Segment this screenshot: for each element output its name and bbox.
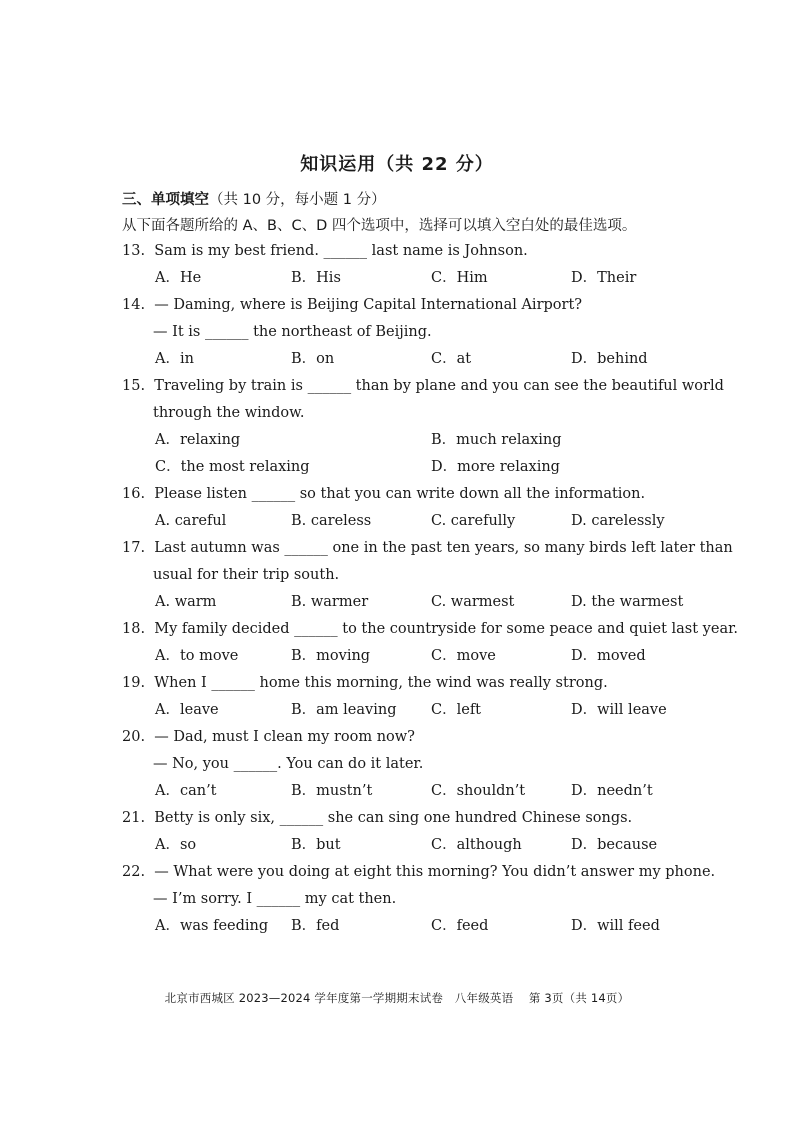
question-19 xyxy=(122,670,682,724)
option-c: C．move xyxy=(431,648,496,664)
question-stem xyxy=(122,724,682,751)
option-c: C．Him xyxy=(431,270,488,286)
option-a: A．He xyxy=(155,270,202,286)
question-14 xyxy=(122,292,682,373)
option-c: C．although xyxy=(431,837,522,853)
question-number: 19. xyxy=(122,675,146,691)
question-text: — What were you doing at eight this morning? You didn’t answer my phone. xyxy=(154,864,716,880)
section-heading xyxy=(122,188,386,209)
section-heading-main: 三、单项填空 xyxy=(122,192,209,208)
option-d: D．will leave xyxy=(571,702,667,718)
option-a: A．leave xyxy=(155,702,219,718)
option-a: A．in xyxy=(155,351,194,367)
question-number: 21. xyxy=(122,810,146,826)
question-number: 15. xyxy=(122,378,146,394)
question-stem xyxy=(122,535,733,562)
option-c: C．at xyxy=(431,351,472,367)
question-stem xyxy=(122,670,682,697)
question-number: 13. xyxy=(122,243,146,259)
option-a: A．was feeding xyxy=(155,918,269,934)
question-text: My family decided ______ to the countryside for some peace and quiet last year. xyxy=(154,621,739,637)
question-text: Sam is my best friend. ______ last name is Johnson. xyxy=(154,243,528,259)
option-a: A．can’t xyxy=(155,783,217,799)
option-d: D．Their xyxy=(571,270,637,286)
option-c: C．the most relaxing xyxy=(155,459,310,475)
question-list xyxy=(122,238,739,940)
page-footer: 北京市西城区 2023—2024 学年度第一学期期末试卷 八年级英语 第 3页（共 14页） xyxy=(164,991,630,1005)
options-row xyxy=(122,508,682,535)
question-number: 18. xyxy=(122,621,146,637)
question-text-line: usual for their trip south. xyxy=(153,567,340,583)
question-text: When I ______ home this morning, the wind was really strong. xyxy=(154,675,608,691)
option-d: D. the warmest xyxy=(571,594,684,610)
question-21 xyxy=(122,805,682,859)
question-stem xyxy=(122,481,682,508)
option-b: B．on xyxy=(291,351,335,367)
options-row xyxy=(122,589,682,616)
options-row xyxy=(122,778,682,805)
question-text: Last autumn was ______ one in the past ten years, so many birds left later than xyxy=(154,540,733,556)
option-b: B．moving xyxy=(291,648,371,664)
question-text-line: — No, you ______. You can do it later. xyxy=(153,756,424,772)
question-15 xyxy=(122,373,724,481)
option-b: B．His xyxy=(291,270,341,286)
question-text-line: — I’m sorry. I ______ my cat then. xyxy=(153,891,397,907)
option-b: B．fed xyxy=(291,918,340,934)
question-number: 20. xyxy=(122,729,146,745)
question-13 xyxy=(122,238,682,292)
option-d: D．more relaxing xyxy=(431,459,560,475)
question-stem xyxy=(122,616,739,643)
option-c: C．left xyxy=(431,702,482,718)
question-stem xyxy=(122,805,682,832)
option-c: C．feed xyxy=(431,918,489,934)
option-b: B．but xyxy=(291,837,341,853)
option-c: C. carefully xyxy=(431,513,516,529)
option-a: A. careful xyxy=(155,513,227,529)
option-c: C. warmest xyxy=(431,594,515,610)
question-20 xyxy=(122,724,682,805)
option-a: A．to move xyxy=(155,648,239,664)
section-instructions: 从下面各题所给的 A、B、C、D 四个选项中，选择可以填入空白处的最佳选项。 xyxy=(122,218,637,234)
question-text: Please listen ______ so that you can write down all the information. xyxy=(154,486,646,502)
question-text: Betty is only six, ______ she can sing one hundred Chinese songs. xyxy=(154,810,633,826)
options-row xyxy=(122,832,682,859)
option-b: B．much relaxing xyxy=(431,432,562,448)
question-stem xyxy=(122,373,724,400)
question-text: — Dad, must I clean my room now? xyxy=(154,729,415,745)
option-d: D．because xyxy=(571,837,658,853)
question-number: 22. xyxy=(122,864,146,880)
option-a: A．so xyxy=(155,837,197,853)
question-text: — Daming, where is Beijing Capital International Airport? xyxy=(154,297,583,313)
question-stem xyxy=(122,292,682,319)
question-number: 16. xyxy=(122,486,146,502)
options-row xyxy=(122,265,682,292)
option-a: A. warm xyxy=(155,594,217,610)
option-c: C．shouldn’t xyxy=(431,783,526,799)
options-row xyxy=(122,697,682,724)
question-17 xyxy=(122,535,733,616)
question-18 xyxy=(122,616,739,670)
page-title: 知识运用（共 22 分） xyxy=(300,154,494,175)
question-16 xyxy=(122,481,682,535)
question-number: 17. xyxy=(122,540,146,556)
section-heading-note: （共 10 分，每小题 1 分） xyxy=(209,192,386,208)
question-text-line: through the window. xyxy=(153,405,305,421)
option-d: D. carelessly xyxy=(571,513,665,529)
option-b: B. warmer xyxy=(291,594,369,610)
options-row xyxy=(122,643,682,670)
question-stem xyxy=(122,859,716,886)
options-row xyxy=(122,346,682,373)
question-number: 14. xyxy=(122,297,146,313)
option-b: B. careless xyxy=(291,513,372,529)
question-text-line: — It is ______ the northeast of Beijing. xyxy=(153,324,432,340)
options-row xyxy=(122,913,682,940)
question-22 xyxy=(122,859,716,940)
option-b: B．am leaving xyxy=(291,702,397,718)
options-row xyxy=(122,427,682,454)
option-d: D．moved xyxy=(571,648,646,664)
question-text: Traveling by train is ______ than by plane and you can see the beautiful world xyxy=(154,378,724,394)
option-d: D．behind xyxy=(571,351,648,367)
option-b: B．mustn’t xyxy=(291,783,373,799)
option-a: A．relaxing xyxy=(155,432,241,448)
option-d: D．will feed xyxy=(571,918,660,934)
options-row xyxy=(122,454,682,481)
option-d: D．needn’t xyxy=(571,783,653,799)
question-stem xyxy=(122,238,682,265)
